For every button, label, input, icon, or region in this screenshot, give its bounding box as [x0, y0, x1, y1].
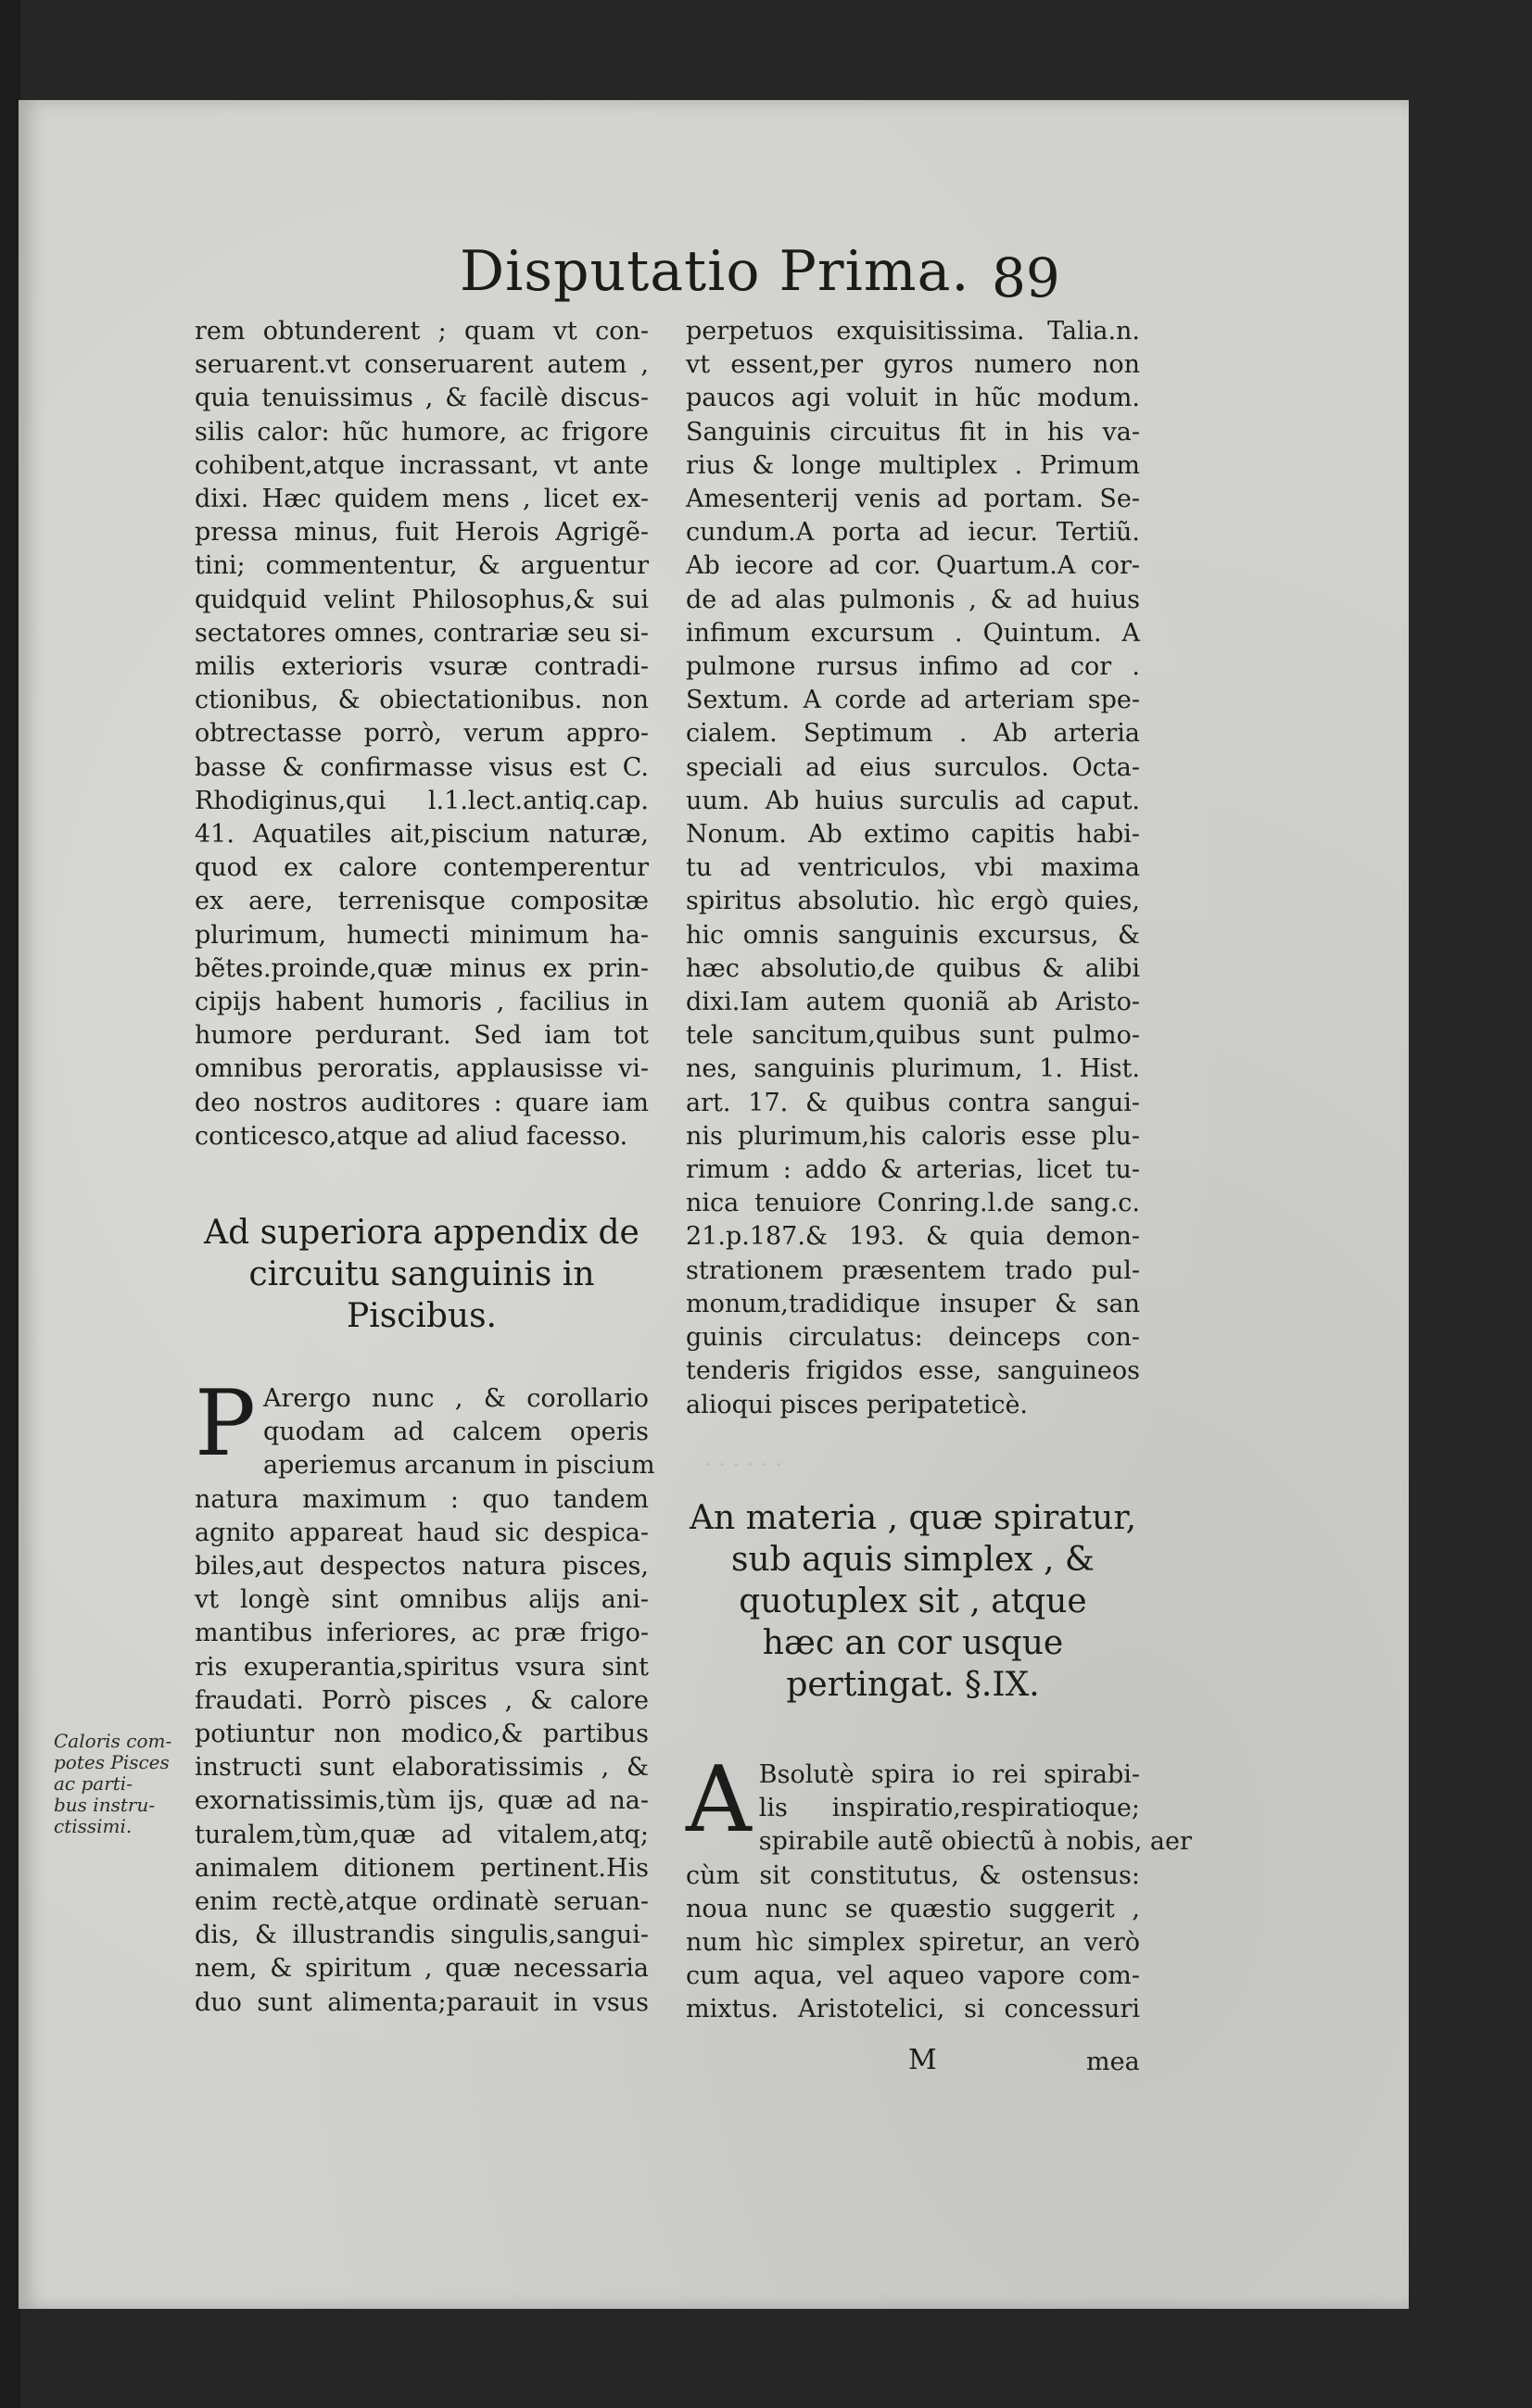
text-line: infimum excursum . Quintum. A	[686, 618, 1140, 648]
text-line: rimum : addo & arterias, licet tu-	[686, 1155, 1140, 1185]
text-line: tele sancitum,quibus sunt pulmo-	[686, 1021, 1140, 1051]
margin-note-line: Caloris com-	[54, 1730, 172, 1752]
text-line: de ad alas pulmonis , & ad huius	[686, 585, 1140, 614]
text-line: natura maximum : quo tandem	[195, 1484, 649, 1514]
section-heading-appendix	[195, 1212, 649, 1337]
text-line: guinis circulatus: deinceps con-	[686, 1323, 1140, 1353]
text-line: spiritus absolutio. hìc ergò quies,	[686, 887, 1140, 916]
text-line: mixtus. Aristotelici, si concessuri	[686, 1995, 1140, 2024]
text-line: Ab iecore ad cor. Quartum.A cor-	[686, 551, 1140, 581]
text-line: tenderis frigidos esse, sanguineos	[686, 1356, 1140, 1386]
text-line: deo nostros auditores : quare iam	[195, 1088, 649, 1117]
text-line: sectatores omnes, contrariæ seu si-	[195, 618, 649, 648]
text-line: monum,tradidique insuper & san	[686, 1289, 1140, 1318]
text-line: quidquid velint Philosophus,& sui	[195, 585, 649, 614]
text-line: conticesco,atque ad aliud facesso.	[195, 1121, 628, 1151]
text-line: nis plurimum,his caloris esse plu-	[686, 1121, 1140, 1151]
marginal-note	[54, 1731, 193, 1837]
margin-note-line: bus instru-	[54, 1794, 156, 1816]
text-line: Arergo nunc , & corollario	[262, 1384, 649, 1413]
text-line: nica tenuiore Conring.l.de sang.c.	[686, 1189, 1140, 1218]
text-line: omnibus peroratis, applausisse vi-	[195, 1054, 649, 1084]
text-line: hic omnis sanguinis excursus, &	[686, 920, 1140, 950]
text-line: aperiemus arcanum in piscium	[262, 1451, 655, 1481]
text-line: perpetuos exquisitissima. Talia.n.	[686, 317, 1140, 346]
heading-line: quotuplex sit , atque	[739, 1582, 1087, 1620]
left-column-text	[195, 315, 649, 1154]
text-line: ris exuperantia,spiritus vsura sint	[195, 1652, 649, 1682]
catchword: mea	[1086, 2048, 1140, 2076]
text-line: ctionibus, & obiectationibus. non	[195, 686, 649, 715]
heading-line: Piscibus.	[346, 1297, 498, 1335]
text-line: animalem ditionem pertinent.His	[195, 1853, 649, 1883]
text-line: num hìc simplex spiretur, an verò	[686, 1928, 1140, 1958]
text-line: milis exterioris vsuræ contradi-	[195, 652, 649, 682]
heading-line: circuitu sanguinis in	[248, 1255, 595, 1293]
section-heading-materia	[686, 1497, 1140, 1706]
text-line: uum. Ab huius surculis ad caput.	[686, 786, 1140, 815]
page-number: 89	[992, 246, 1060, 309]
text-line: speciali ad eius surculos. Octa-	[686, 752, 1140, 782]
text-line: agnito appareat haud sic despica-	[195, 1518, 649, 1547]
text-line: cialem. Septimum . Ab arteria	[686, 719, 1140, 749]
text-line: mantibus inferiores, ac præ frigo-	[195, 1619, 649, 1648]
text-line: exornatissimis,tùm ijs, quæ ad na-	[195, 1786, 649, 1816]
text-line: paucos agi voluit in hũc modum.	[686, 384, 1140, 413]
text-line: vt longè sint omnibus alijs ani-	[195, 1585, 649, 1615]
text-line: obtrectasse porrò, verum appro-	[195, 719, 649, 749]
bleed-through: . . . . . .	[704, 1445, 782, 1471]
text-line: spirabile autẽ obiectũ à nobis, aer	[758, 1827, 1192, 1857]
text-line: rius & longe multiplex . Primum	[686, 450, 1140, 480]
section-ix-paragraph	[686, 1747, 1192, 2027]
text-line: rem obtunderent ; quam vt con-	[195, 317, 649, 346]
text-line: cum aqua, vel aqueo vapore com-	[686, 1961, 1140, 1991]
text-line: instructi sunt elaboratissimis , &	[195, 1753, 649, 1783]
text-line: art. 17. & quibus contra sangui-	[686, 1088, 1140, 1117]
text-line: strationem præsentem trado pul-	[686, 1255, 1140, 1285]
text-line: nes, sanguinis plurimum, 1. Hist.	[686, 1054, 1140, 1084]
right-column-text	[686, 315, 1140, 1422]
heading-line: pertingat. §.IX.	[786, 1666, 1040, 1704]
text-line: cipijs habent humoris , facilius in	[195, 988, 649, 1017]
text-line: plurimum, humecti minimum ha-	[195, 920, 649, 950]
text-line: Sanguinis circuitus fit in his va-	[686, 417, 1140, 447]
text-line: biles,aut despectos natura pisces,	[195, 1552, 649, 1582]
text-line: cohibent,atque incrassant, vt ante	[195, 450, 649, 480]
text-line: Sextum. A corde ad arteriam spe-	[686, 686, 1140, 715]
text-line: potiuntur non modico,& partibus	[195, 1720, 649, 1749]
margin-note-line: ctissimi.	[54, 1815, 133, 1837]
text-line: Nonum. Ab extimo capitis habi-	[686, 820, 1140, 850]
text-line: dis, & illustrandis singulis,sangui-	[195, 1921, 649, 1950]
text-line: Amesenterij venis ad portam. Se-	[686, 485, 1140, 514]
heading-line: Ad superiora appendix de	[204, 1214, 639, 1252]
text-line: seruarent.vt conseruarent autem ,	[195, 350, 649, 380]
text-line: pressa minus, fuit Herois Agrigẽ-	[195, 518, 649, 548]
text-line: Rhodiginus,qui l.1.lect.antiq.cap.	[195, 786, 649, 815]
text-line: dixi.Iam autem quoniã ab Aristo-	[686, 988, 1140, 1017]
drop-cap: A	[686, 1747, 752, 1853]
text-line: nem, & spiritum , quæ necessaria	[195, 1954, 649, 1984]
text-line: enim rectè,atque ordinatè seruan-	[195, 1887, 649, 1917]
text-line: 41. Aquatiles ait,piscium naturæ,	[195, 820, 649, 850]
text-line: vt essent,per gyros numero non	[686, 350, 1140, 380]
running-header-title: Disputatio Prima.	[460, 239, 970, 304]
text-line: fraudati. Porrò pisces , & calore	[195, 1685, 649, 1715]
text-line: silis calor: hũc humore, ac frigore	[195, 417, 649, 447]
text-line: hæc absolutio,de quibus & alibi	[686, 953, 1140, 983]
text-line: humore perdurant. Sed iam tot	[195, 1021, 649, 1051]
text-line: lis inspiratio,respiratioque;	[758, 1794, 1140, 1823]
text-line: cùm sit constitutus, & ostensus:	[686, 1860, 1140, 1890]
text-line: Bsolutè spira io rei spirabi-	[758, 1760, 1140, 1789]
signature-mark: M	[908, 2044, 937, 2076]
drop-cap: P	[195, 1371, 256, 1477]
text-line: alioqui pisces peripateticè.	[686, 1390, 1029, 1419]
appendix-paragraph	[195, 1371, 655, 2020]
text-line: basse & confirmasse visus est C.	[195, 752, 649, 782]
heading-line: An materia , quæ spiratur,	[689, 1499, 1137, 1537]
text-line: pulmone rursus infimo ad cor .	[686, 652, 1140, 682]
text-line: 21.p.187.& 193. & quia demon-	[686, 1222, 1140, 1252]
text-line: cundum.A porta ad iecur. Tertiũ.	[686, 518, 1140, 548]
text-line: bẽtes.proinde,quæ minus ex prin-	[195, 953, 649, 983]
text-line: turalem,tùm,quæ ad vitalem,atq;	[195, 1820, 649, 1849]
text-line: noua nunc se quæstio suggerit ,	[686, 1894, 1140, 1923]
text-line: quod ex calore contemperentur	[195, 853, 649, 883]
heading-line: hæc an cor usque	[762, 1624, 1064, 1662]
text-line: ex aere, terrenisque compositæ	[195, 887, 649, 916]
text-line: quia tenuissimus , & facilè discus-	[195, 384, 649, 413]
text-line: tu ad ventriculos, vbi maxima	[686, 853, 1140, 883]
margin-note-line: ac parti-	[54, 1772, 133, 1795]
book-spine-edge	[0, 0, 20, 2408]
text-line: duo sunt alimenta;parauit in vsus	[195, 1987, 649, 2017]
margin-note-line: potes Pisces	[54, 1751, 170, 1773]
text-line: quodam ad calcem operis	[262, 1418, 649, 1447]
text-line: dixi. Hæc quidem mens , licet ex-	[195, 485, 649, 514]
text-line: tini; commententur, & arguentur	[195, 551, 649, 581]
heading-line: sub aquis simplex , &	[731, 1541, 1095, 1579]
